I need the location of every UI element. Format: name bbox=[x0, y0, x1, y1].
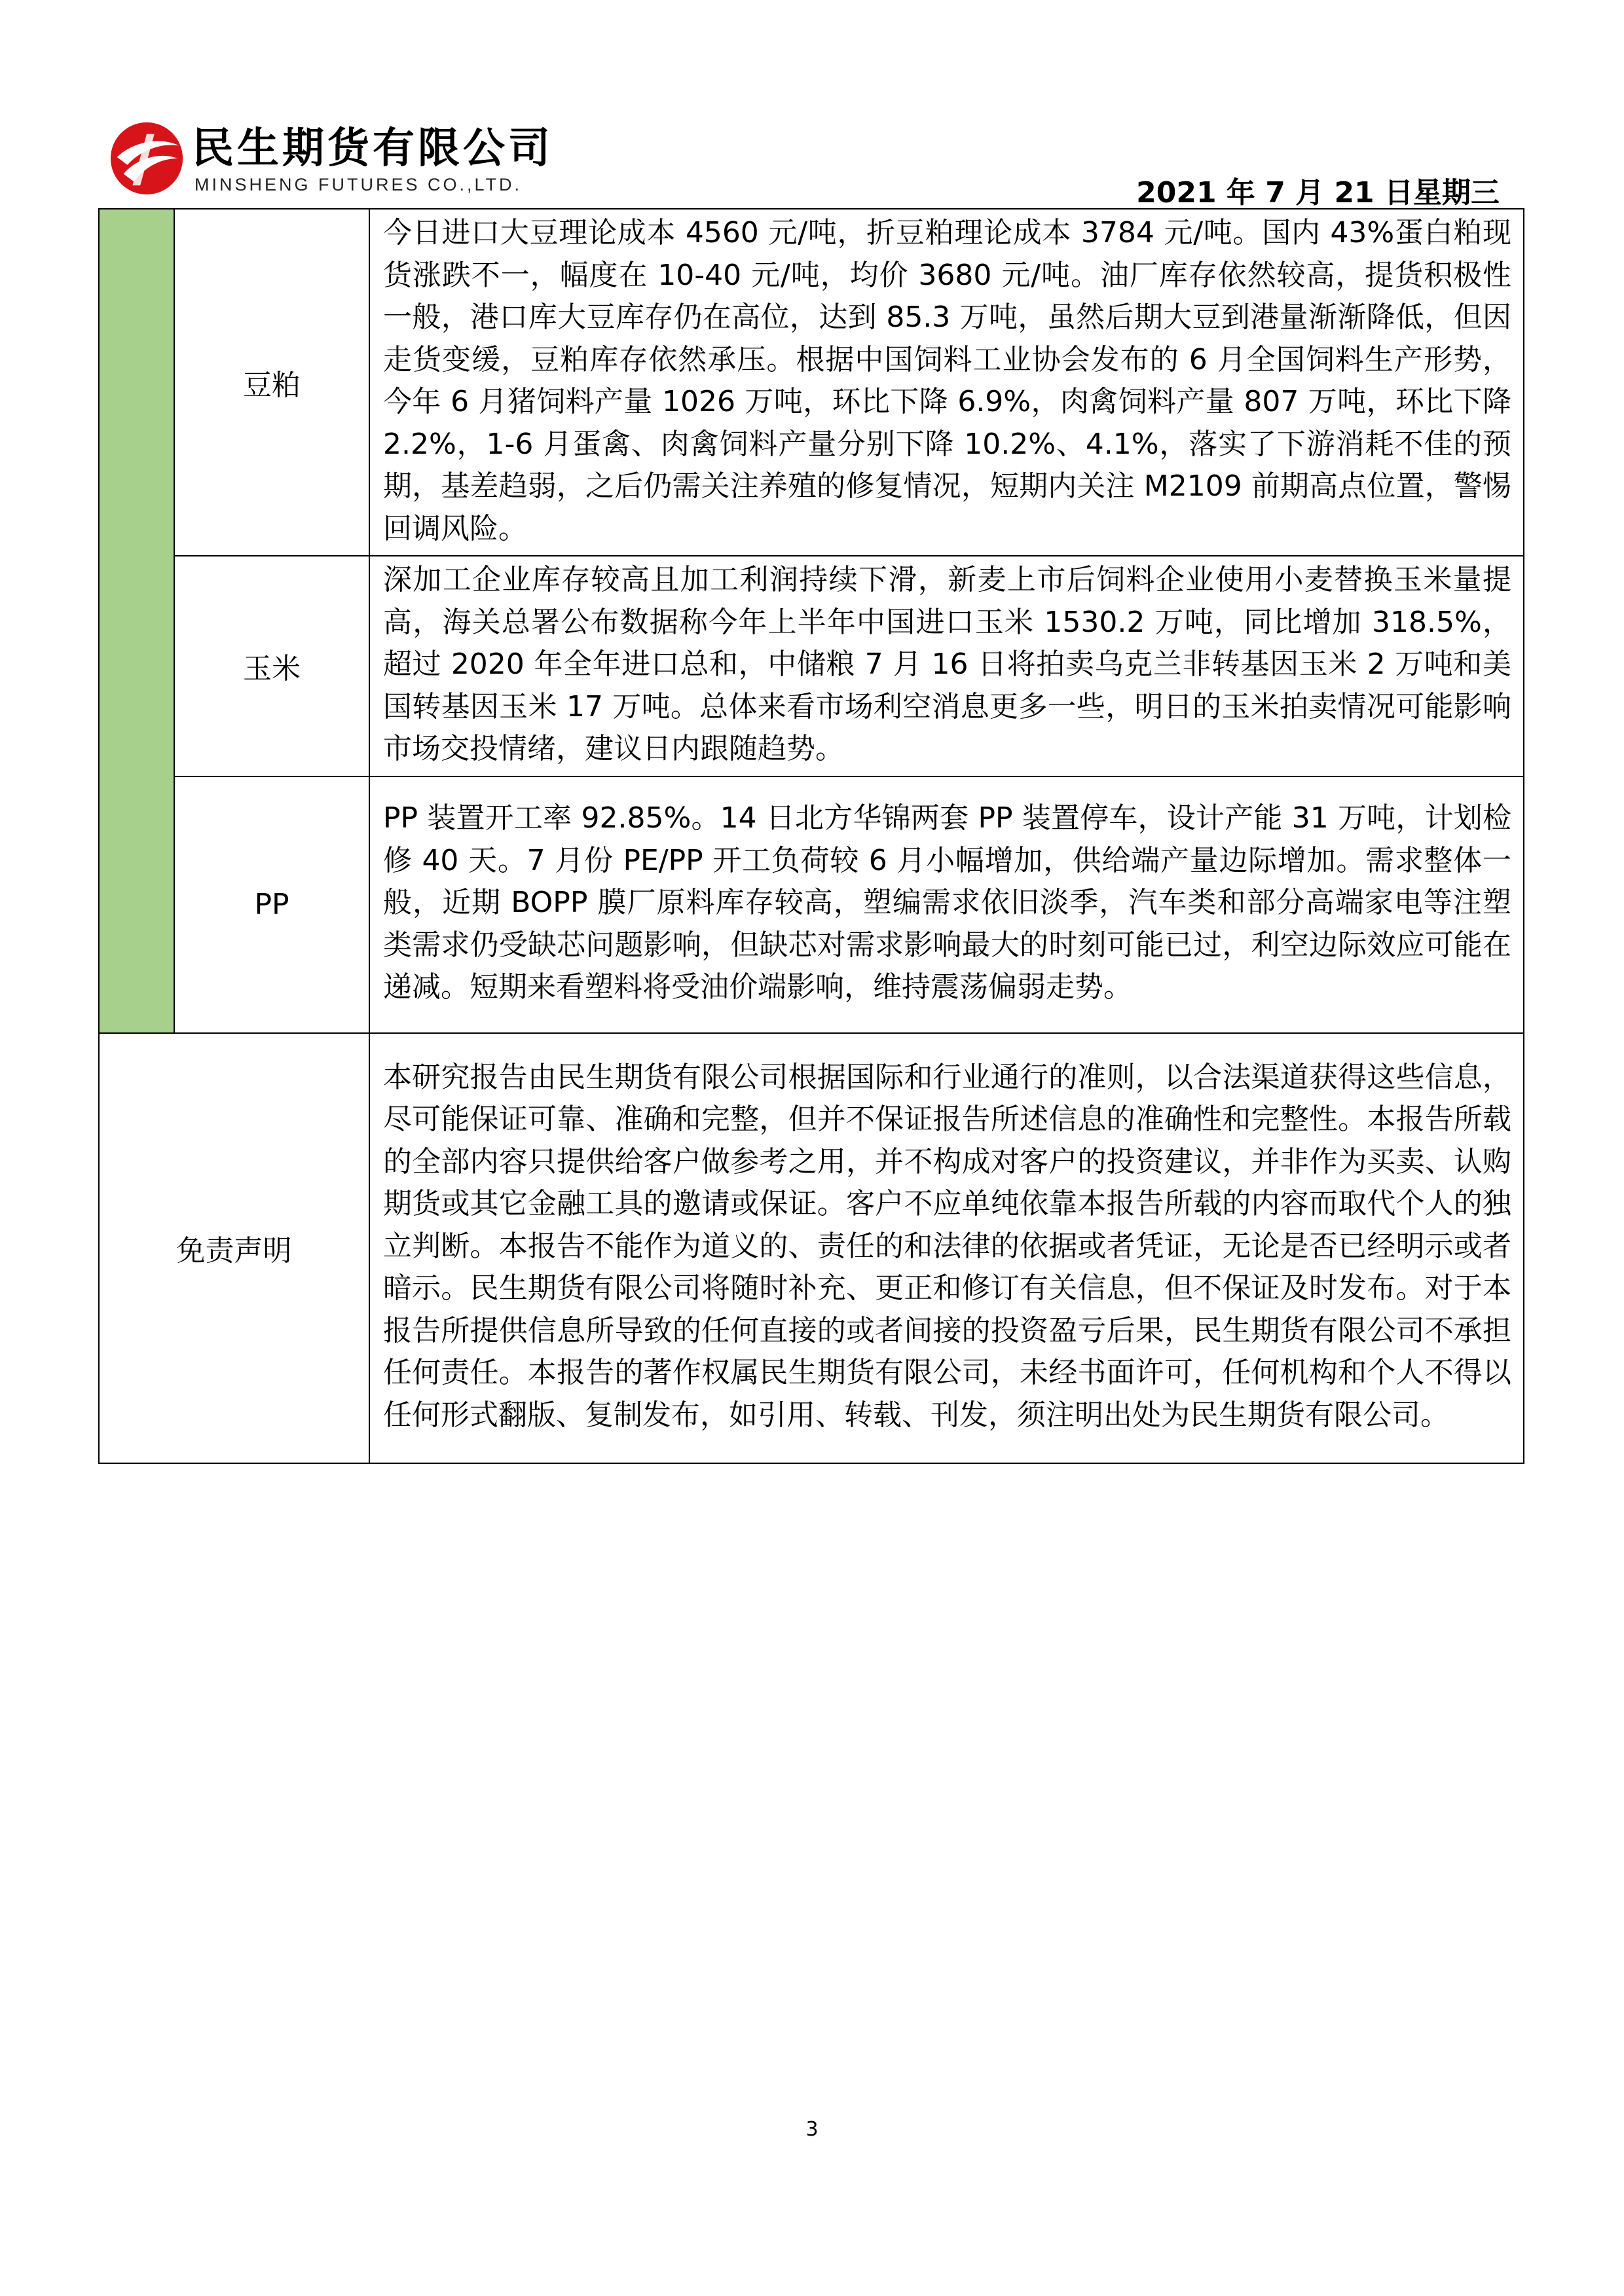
commodity-commentary: 今日进口大豆理论成本 4560 元/吨，折豆粕理论成本 3784 元/吨。国内 43%蛋白粕现货涨跌不一，幅度在 10-40 元/吨，均价 3680 元/吨。油厂库存依然较高，提货积极性一般，港口库大豆库存仍在高位，达到 85.3 万吨，虽然后期大豆到港量渐渐降低，但因走货变缓，豆粕库存依然承压。根据中国饲料工业协会发布的 6 月全国饲料生产形势，今年 6 月猪饲料产量 1026 万吨，环比下降 6.9%，肉禽饲料产量 807 万吨，环比下降 2.2%，1-6 月蛋禽、肉禽饲料产量分别下降 10.2%、4.1%，落实了下游消耗不佳的预期，基差趋弱，之后仍需关注养殖的修复情况，短期内关注 M2109 前期高点位置，警惕回调风险。 bbox=[369, 209, 1524, 556]
table-row bbox=[99, 556, 1524, 776]
table-row bbox=[99, 209, 1524, 556]
report-date: 2021 年 7 月 21 日星期三 bbox=[1136, 176, 1500, 210]
category-color-strip bbox=[99, 209, 174, 1033]
commodity-label: 豆粕 bbox=[174, 209, 369, 556]
disclaimer-label: 免责声明 bbox=[99, 1033, 369, 1463]
page-number: 3 bbox=[805, 2118, 819, 2141]
commodity-label: PP bbox=[174, 776, 369, 1033]
commodity-commentary: PP 装置开工率 92.85%。14 日北方华锦两套 PP 装置停车，设计产能 31 万吨，计划检修 40 天。7 月份 PE/PP 开工负荷较 6 月小幅增加，供给端产量边际增加。需求整体一般，近期 BOPP 膜厂原料库存较高，塑编需求依旧淡季，汽车类和部分高端家电等注塑类需求仍受缺芯问题影响，但缺芯对需求影响最大的时刻可能已过，利空边际效应可能在递减。短期来看塑料将受油价端影响，维持震荡偏弱走势。 bbox=[369, 776, 1524, 1033]
commodity-commentary: 深加工企业库存较高且加工利润持续下滑，新麦上市后饲料企业使用小麦替换玉米量提高，海关总署公布数据称今年上半年中国进口玉米 1530.2 万吨，同比增加 318.5%，超过 2020 年全年进口总和，中储粮 7 月 16 日将拍卖乌克兰非转基因玉米 2 万吨和美国转基因玉米 17 万吨。总体来看市场利空消息更多一些，明日的玉米拍卖情况可能影响市场交投情绪，建议日内跟随趋势。 bbox=[369, 556, 1524, 776]
company-name-cn: 民生期货有限公司 bbox=[192, 124, 553, 173]
disclaimer-text: 本研究报告由民生期货有限公司根据国际和行业通行的准则，以合法渠道获得这些信息，尽可能保证可靠、准确和完整，但并不保证报告所述信息的准确性和完整性。本报告所载的全部内容只提供给客户做参考之用，并不构成对客户的投资建议，并非作为买卖、认购期货或其它金融工具的邀请或保证。客户不应单纯依靠本报告所载的内容而取代个人的独立判断。本报告不能作为道义的、责任的和法律的依据或者凭证，无论是否已经明示或者暗示。民生期货有限公司将随时补充、更正和修订有关信息，但不保证及时发布。对于本报告所提供信息所导致的任何直接的或者间接的投资盈亏后果，民生期货有限公司不承担任何责任。本报告的著作权属民生期货有限公司，未经书面许可，任何机构和个人不得以任何形式翻版、复制发布，如引用、转载、刊发，须注明出处为民生期货有限公司。 bbox=[369, 1033, 1524, 1463]
company-name-en: MINSHENG FUTURES CO.,LTD. bbox=[194, 175, 523, 194]
company-logo-icon bbox=[108, 120, 185, 197]
disclaimer-row bbox=[99, 1033, 1524, 1463]
commodity-label: 玉米 bbox=[174, 556, 369, 776]
company-logo bbox=[108, 115, 580, 200]
commodity-table bbox=[98, 208, 1524, 1464]
table-row bbox=[99, 776, 1524, 1033]
